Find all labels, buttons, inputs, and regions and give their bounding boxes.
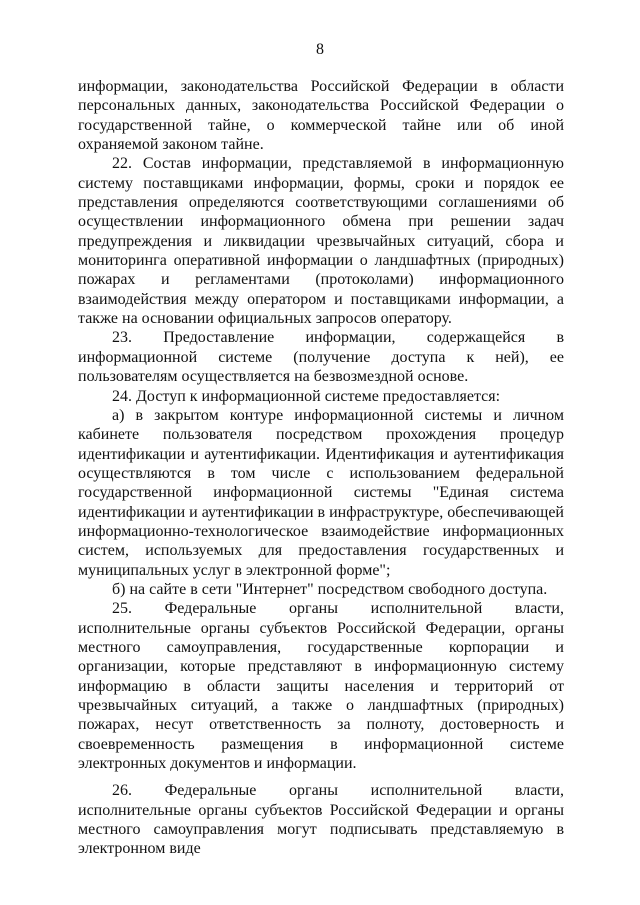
document-body: [78, 77, 564, 859]
paragraph-23: 23. Предоставление информации, содержащейся в информационной системе (получение доступа к ней), ее пользователям осуществляется на безвозмездной основе.: [78, 329, 564, 386]
paragraph-25: 25. Федеральные органы исполнительной власти, исполнительные органы субъектов Российской Федерации, органы местного самоуправления, государственные корпорации и организации, которые представляют в информационную систему информацию в области защиты населения и территорий от чрезвычайных ситуаций, а также о ландшафтных (природных) пожарах, несут ответственность за полноту, достоверность и своевременность размещения в информационной системе электронных документов и информации.: [78, 600, 564, 773]
paragraph-24-b: б) на сайте в сети "Интернет" посредством свободного доступа.: [112, 580, 548, 598]
paragraph-26: 26. Федеральные органы исполнительной власти, исполнительные органы субъектов Российской Федерации и органы местного самоуправления могут подписывать представляемую в электронном виде: [78, 782, 564, 858]
page-number: 8: [316, 41, 324, 58]
paragraph-24-a: а) в закрытом контуре информационной системы и личном кабинете пользователя посредством прохождения процедур идентификации и аутентификации. Идентификация и аутентификация осуществляются в том числе с использованием федеральной государственной информационной системы "Единая система идентификации и аутентификации в инфраструктуре, обеспечивающей информационно-технологическое взаимодействие информационных систем, используемых для предоставления государственных и муниципальных услуг в электронной форме";: [78, 406, 564, 579]
paragraph-22: 22. Состав информации, представляемой в информационную систему поставщиками информации, формы, сроки и порядок ее представления определяются соответствующими соглашениями об осуществлении информационного обмена при решении задач предупреждения и ликвидации чрезвычайных ситуаций, сбора и мониторинга оперативной информации о ландшафтных (природных) пожарах и регламентами (протоколами) информационного взаимодействия между оператором и поставщиками информации, а также на основании официальных запросов оператору.: [78, 155, 564, 328]
paragraph-24: 24. Доступ к информационной системе предоставляется:: [112, 387, 501, 405]
paragraph-continuation: информации, законодательства Российской Федерации в области персональных данных, законодательства Российской Федерации о государственной тайне, о коммерческой тайне или об иной охраняемой законом тайне.: [78, 78, 564, 154]
